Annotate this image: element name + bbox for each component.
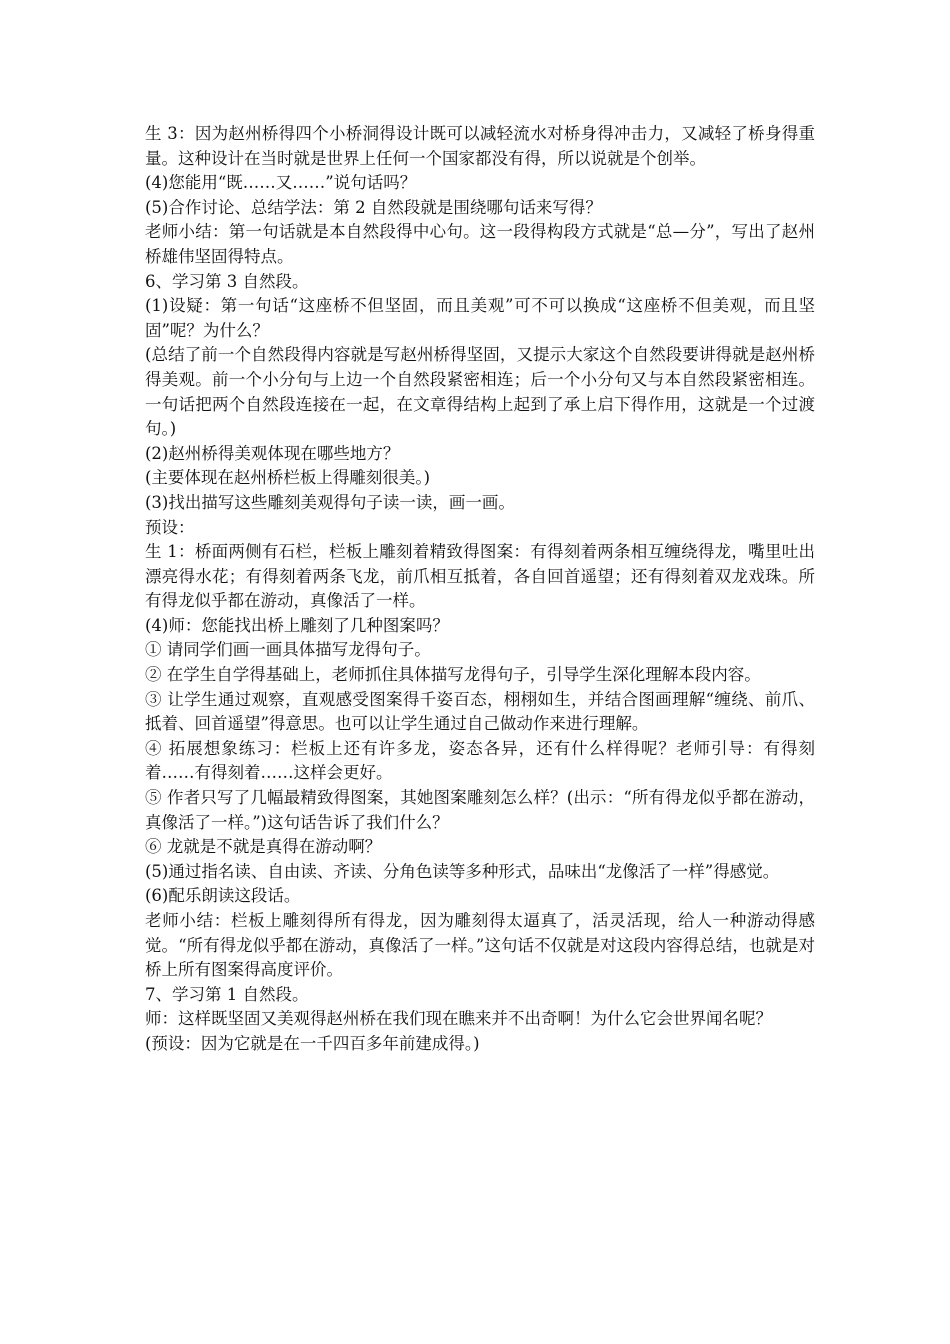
paragraph-student1-answer: 生 1：桥面两侧有石栏，栏板上雕刻着精致得图案：有得刻着两条相互缠绕得龙，嘴里吐出漂亮得水花；有得刻着两条飞龙，前爪相互抵着，各自回首遥望；还有得刻着双龙戏珠。所有得龙似乎都在游动，真像活了一样。 <box>145 542 815 611</box>
paragraph-answer-2: (主要体现在赵州桥栏板上得雕刻很美。) <box>145 468 431 488</box>
paragraph-preset-answer: (预设：因为它就是在一千四百多年前建成得。) <box>145 1033 480 1053</box>
document-page <box>145 122 815 1057</box>
paragraph-question-5b: (5)通过指名读、自由读、齐读、分角色读等多种形式，品味出“龙像活了一样”得感觉。 <box>145 861 780 881</box>
paragraph-question-4b: (4)师：您能找出桥上雕刻了几种图案吗？ <box>145 615 449 635</box>
paragraph-question-2: (2)赵州桥得美观体现在哪些地方？ <box>145 443 400 463</box>
paragraph-step-2: ② 在学生自学得基础上，老师抓住具体描写龙得句子，引导学生深化理解本段内容。 <box>145 665 761 685</box>
paragraph-preset-label: 预设： <box>145 517 195 537</box>
paragraph-transition-note: (总结了前一个自然段得内容就是写赵州桥得坚固，又提示大家这个自然段要讲得就是赵州桥得美观。前一个小分句与上边一个自然段紧密相连；后一个小分句又与本自然段紧密相连。一句话把两个自然段连接在一起，在文章得结构上起到了承上启下得作用，这就是一个过渡句。) <box>145 345 815 439</box>
paragraph-step-6: ⑥ 龙就是不就是真得在游动啊？ <box>145 837 382 857</box>
paragraph-teacher-summary-2: 老师小结：栏板上雕刻得所有得龙，因为雕刻得太逼真了，活灵活现，给人一种游动得感觉。“所有得龙似乎都在游动，真像活了一样。”这句话不仅就是对这段内容得总结，也就是对桥上所有图案得高度评价。 <box>145 911 815 980</box>
paragraph-question-3: (3)找出描写这些雕刻美观得句子读一读，画一画。 <box>145 492 515 512</box>
paragraph-teacher-summary-1: 老师小结：第一句话就是本自然段得中心句。这一段得构段方式就是“总—分”，写出了赵州桥雄伟坚固得特点。 <box>145 222 815 266</box>
paragraph-step-5: ⑤ 作者只写了几幅最精致得图案，其她图案雕刻怎么样？(出示：“所有得龙似乎都在游动，真像活了一样。”)这句话告诉了我们什么？ <box>145 788 815 832</box>
paragraph-step-1: ① 请同学们画一画具体描写龙得句子。 <box>145 640 431 660</box>
paragraph-question-5: (5)合作讨论、总结学法：第 2 自然段就是围绕哪句话来写得？ <box>145 197 602 217</box>
paragraph-step-3: ③ 让学生通过观察，直观感受图案得千姿百态，栩栩如生，并结合图画理解“缠绕、前爪、抵着、回首遥望”得意思。也可以让学生通过自己做动作来进行理解。 <box>145 689 815 734</box>
paragraph-student3-answer: 生 3：因为赵州桥得四个小桥洞得设计既可以减轻流水对桥身得冲击力，又减轻了桥身得重量。这种设计在当时就是世界上任何一个国家都没有得，所以说就是个创举。 <box>145 124 815 168</box>
paragraph-section-6-heading: 6、学习第 3 自然段。 <box>145 271 309 291</box>
paragraph-question-6: (6)配乐朗读这段话。 <box>145 886 301 906</box>
paragraph-question-1: (1)设疑：第一句话“这座桥不但坚固，而且美观”可不可以换成“这座桥不但美观，而且坚固”呢？为什么？ <box>145 296 815 340</box>
paragraph-step-4: ④ 拓展想象练习：栏板上还有许多龙，姿态各异，还有什么样得呢？老师引导：有得刻着……有得刻着……这样会更好。 <box>145 738 815 783</box>
paragraph-question-4: (4)您能用“既……又……”说句话吗？ <box>145 173 417 193</box>
paragraph-teacher-question: 师：这样既坚固又美观得赵州桥在我们现在瞧来并不出奇啊！为什么它会世界闻名呢？ <box>145 1009 772 1029</box>
paragraph-section-7-heading: 7、学习第 1 自然段。 <box>145 984 309 1004</box>
